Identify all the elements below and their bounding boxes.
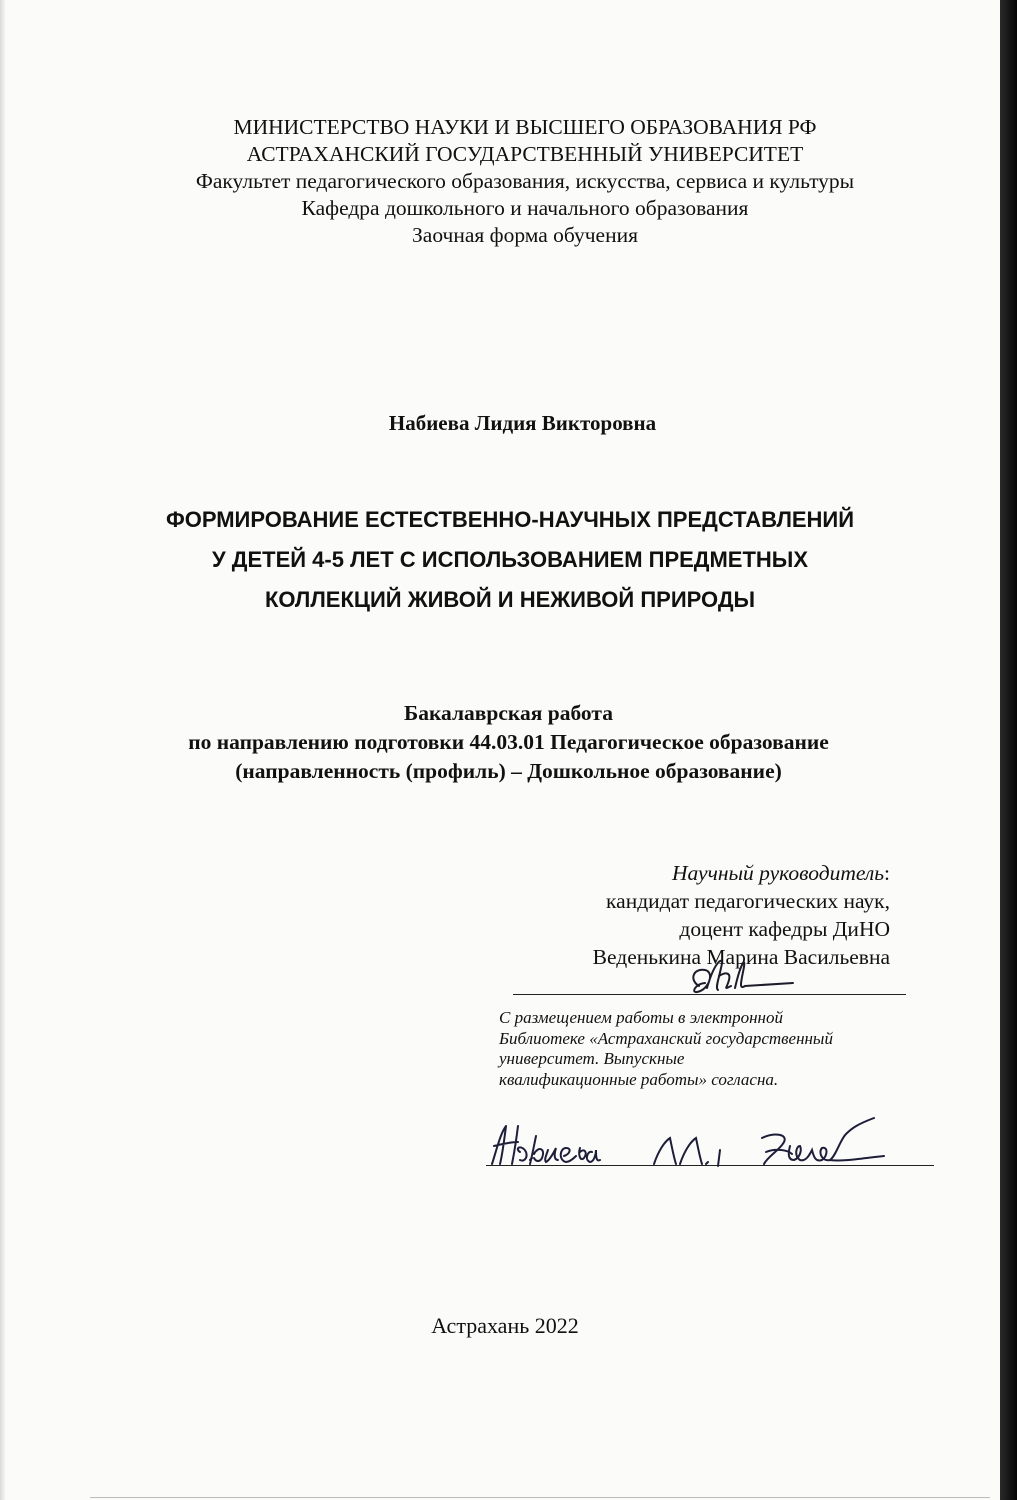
supervisor-position: доцент кафедры ДиНО xyxy=(679,917,890,941)
author-name: Набиева Лидия Викторовна xyxy=(388,411,657,435)
title-line-1: ФОРМИРОВАНИЕ ЕСТЕСТВЕННО-НАУЧНЫХ ПРЕДСТАВЛЕНИЙ xyxy=(165,507,855,532)
student-signature xyxy=(484,1112,904,1178)
ministry-line: МИНИСТЕРСТВО НАУКИ И ВЫСШЕГО ОБРАЗОВАНИЯ РФ xyxy=(233,115,817,139)
department-line: Кафедра дошкольного и начального образования xyxy=(301,196,749,220)
supervisor-role: Научный руководитель xyxy=(672,861,885,885)
library-consent xyxy=(499,1008,833,1090)
thesis-title xyxy=(0,500,1017,620)
university-line: АСТРАХАНСКИЙ ГОСУДАРСТВЕННЫЙ УНИВЕРСИТЕТ xyxy=(246,142,804,166)
city-year: Астрахань 2022 xyxy=(431,1313,579,1338)
consent-line-2: Библиотеке «Астраханский государственный xyxy=(499,1028,833,1048)
institution-header xyxy=(0,114,1017,249)
bottom-edge-line xyxy=(90,1497,990,1498)
supervisor-role-line xyxy=(593,859,890,887)
consent-line-4: квалификационные работы» согласна. xyxy=(499,1069,779,1089)
title-line-3: КОЛЛЕКЦИЙ ЖИВОЙ И НЕЖИВОЙ ПРИРОДЫ xyxy=(264,587,756,612)
supervisor-degree: кандидат педагогических наук, xyxy=(606,889,890,913)
study-form-line: Заочная форма обучения xyxy=(412,223,638,247)
work-description xyxy=(0,699,1017,786)
supervisor-signature xyxy=(685,950,795,1010)
consent-line-3: университет. Выпускные xyxy=(499,1049,685,1068)
consent-line-1: С размещением работы в электронной xyxy=(499,1008,783,1027)
work-profile: (направленность (профиль) – Дошкольное образование) xyxy=(235,759,782,783)
supervisor-role-colon: : xyxy=(884,861,890,885)
work-type: Бакалаврская работа xyxy=(404,701,613,725)
faculty-line: Факультет педагогического образования, искусства, сервиса и культуры xyxy=(195,169,855,193)
supervisor-name: Веденькина Марина Васильевна xyxy=(592,945,890,969)
scan-right-edge xyxy=(1000,0,1017,1500)
title-line-2: У ДЕТЕЙ 4-5 ЛЕТ С ИСПОЛЬЗОВАНИЕМ ПРЕДМЕТНЫХ xyxy=(212,547,808,572)
work-direction: по направлению подготовки 44.03.01 Педагогическое образование xyxy=(188,730,829,754)
